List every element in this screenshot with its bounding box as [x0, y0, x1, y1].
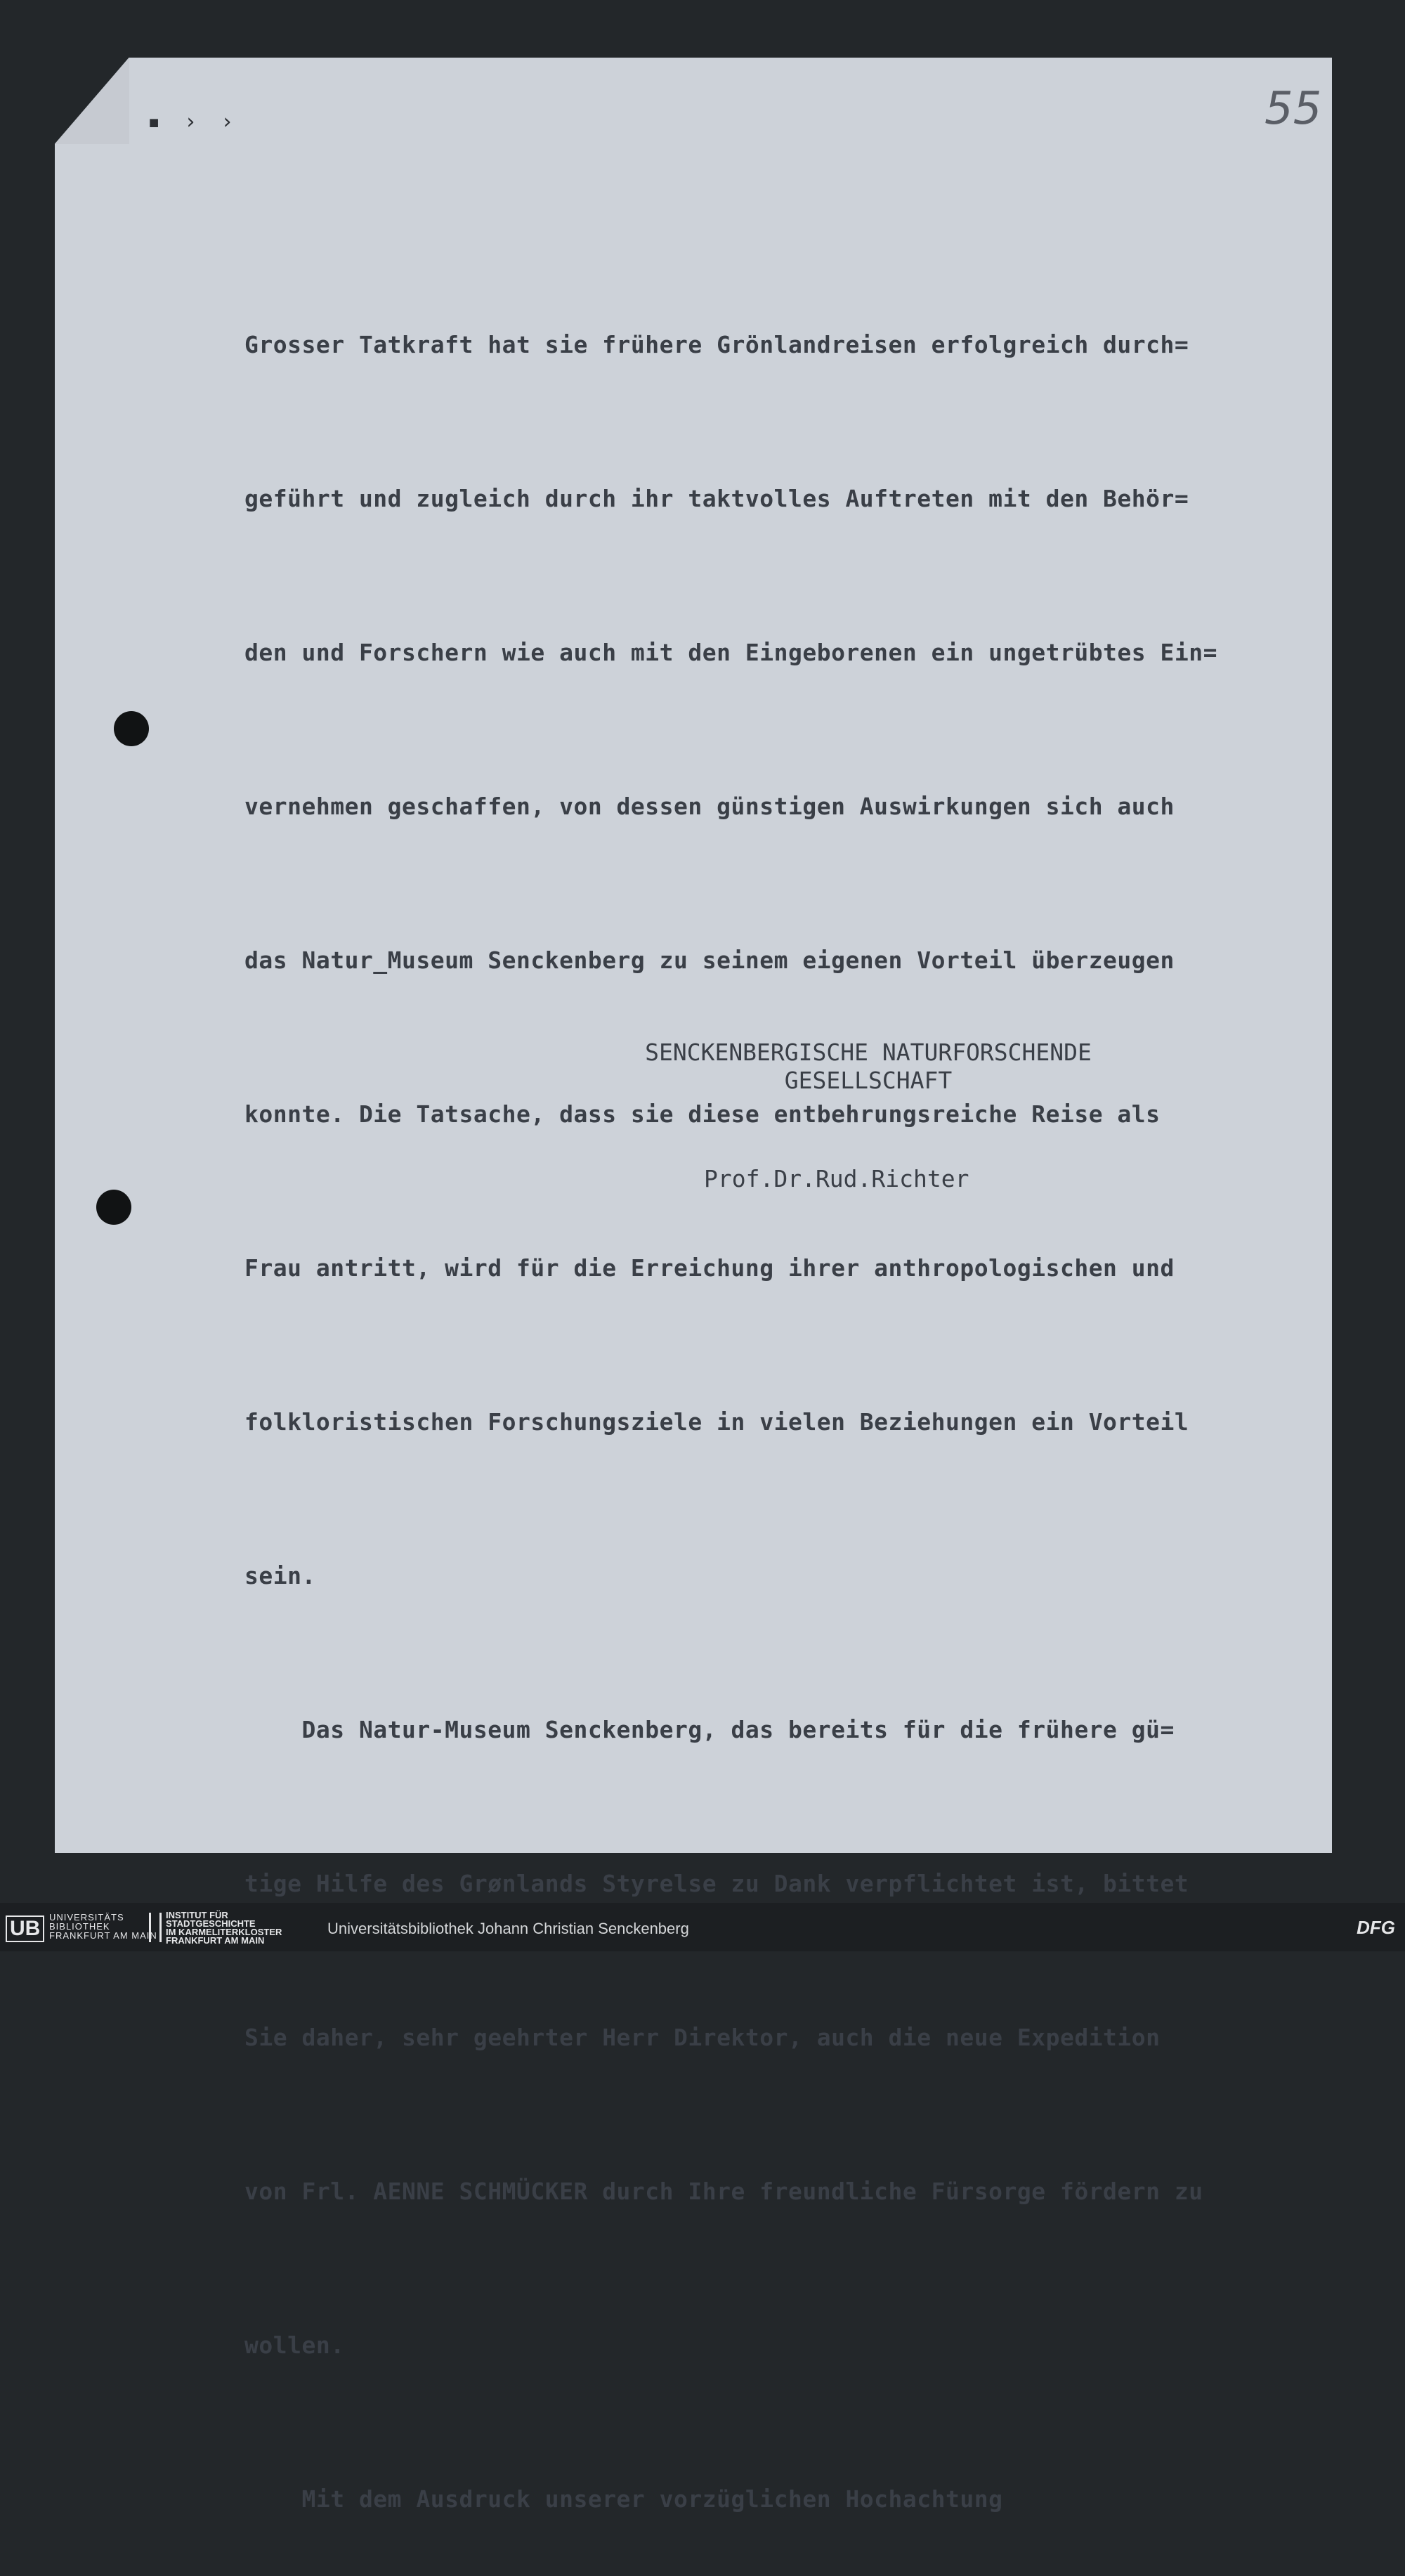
text-line: Mit dem Ausdruck unserer vorzüglichen Hochachtung: [244, 2485, 1003, 2513]
text-line: den und Forschern wie auch mit den Eingeborenen ein ungetrübtes Ein=: [244, 639, 1218, 666]
ub-line: FRANKFURT AM MAIN: [49, 1930, 157, 1941]
text-line: geführt und zugleich durch ihr taktvolles Auftreten mit den Behör=: [244, 485, 1189, 512]
text-line: das Natur_Museum Senckenberg zu seinem eigenen Vorteil überzeugen: [244, 947, 1175, 974]
inst-line: FRANKFURT AM MAIN: [166, 1935, 265, 1946]
signature-org-line2: GESELLSCHAFT: [784, 1067, 953, 1094]
inst-line: INSTITUT FÜR: [166, 1910, 228, 1920]
punch-hole: [96, 1190, 131, 1225]
text-line: Sie daher, sehr geehrter Herr Direktor, auch die neue Expedition: [244, 2024, 1161, 2051]
ub-logo: UB: [6, 1915, 44, 1942]
viewer-footer: [0, 1903, 1405, 1951]
dfg-logo: DFG: [1357, 1917, 1395, 1938]
text-line: vernehmen geschaffen, von dessen günstigen Auswirkungen sich auch: [244, 793, 1175, 820]
library-name: Universitätsbibliothek Johann Christian Senckenberg: [327, 1920, 689, 1937]
punch-hole: [114, 711, 149, 746]
institute-text: [166, 1911, 282, 1945]
text-line: Grosser Tatkraft hat sie frühere Grönlandreisen erfolgreich durch=: [244, 331, 1189, 358]
text-line: tige Hilfe des Grønlands Styrelse zu Dank verpflichtet ist, bittet: [244, 1870, 1189, 1897]
text-line: Das Natur-Museum Senckenberg, das bereits für die frühere gü=: [244, 1716, 1175, 1743]
institute-logo-icon: [149, 1913, 162, 1942]
text-line: wollen.: [244, 2331, 345, 2359]
ub-line: BIBLIOTHEK: [49, 1921, 110, 1932]
text-line: Frau antritt, wird für die Erreichung ihrer anthropologischen und: [244, 1254, 1175, 1282]
inst-line: IM KARMELITERKLOSTER: [166, 1927, 282, 1937]
text-line: von Frl. AENNE SCHMÜCKER durch Ihre freundliche Fürsorge fördern zu: [244, 2178, 1203, 2205]
signature-name: Prof.Dr.Rud.Richter: [704, 1165, 969, 1192]
text-line: folkloristischen Forschungsziele in vielen Beziehungen ein Vorteil: [244, 1408, 1189, 1436]
page-number: 55: [1264, 83, 1322, 135]
text-line: sein.: [244, 1562, 316, 1589]
text-line: konnte. Die Tatsache, dass sie diese entbehrungsreiche Reise als: [244, 1100, 1161, 1128]
letter-body: [244, 216, 1340, 2576]
ub-line: UNIVERSITÄTS: [49, 1912, 124, 1923]
signature-organization: [608, 1039, 1128, 1095]
inst-line: STADTGESCHICHTE: [166, 1918, 256, 1929]
ub-text: [49, 1913, 157, 1940]
folded-corner: [55, 58, 129, 144]
signature-org-line1: SENCKENBERGISCHE NATURFORSCHENDE: [645, 1039, 1092, 1066]
top-marks: ▪ › ›: [148, 110, 240, 134]
